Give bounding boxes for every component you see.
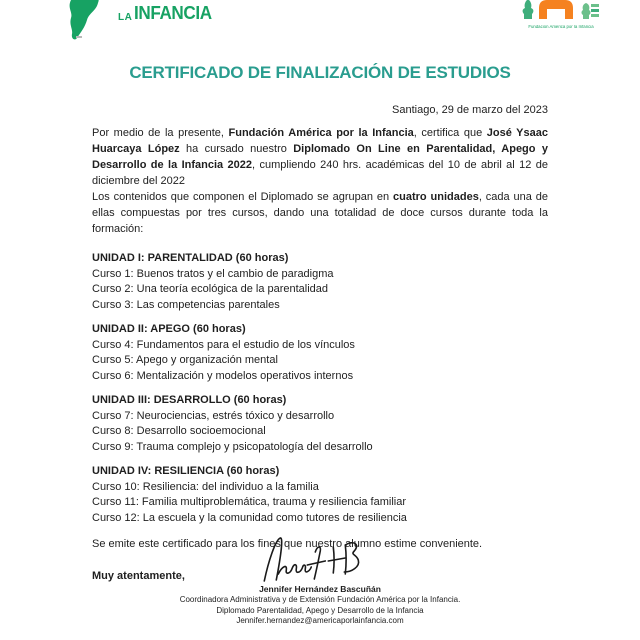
unit-heading: UNIDAD III: DESARROLLO (60 horas)	[92, 394, 287, 406]
foundation-logo-right	[516, 0, 604, 31]
course-line: Curso 9: Trauma complejo y psicopatología del desarrollo	[92, 440, 373, 453]
salutation-line: Muy atentamente,	[92, 570, 185, 582]
logo-word-la: LA	[118, 12, 133, 23]
foundation-logo-left	[56, 0, 256, 40]
unit-block-4	[92, 464, 548, 526]
unit-heading: UNIDAD I: PARENTALIDAD (60 horas)	[92, 252, 289, 264]
certificate-body	[92, 102, 548, 625]
course-line: Curso 7: Neurociencias, estrés tóxico y desarrollo	[92, 409, 335, 422]
unit-heading: UNIDAD IV: RESILIENCIA (60 horas)	[92, 465, 280, 477]
course-line: Curso 1: Buenos tratos y el cambio de paradigma	[92, 267, 334, 280]
course-line: Curso 5: Apego y organización mental	[92, 354, 278, 366]
course-line: Curso 4: Fundamentos para el estudio de los vínculos	[92, 338, 355, 351]
signer-email: Jennifer.hernandez@americaporlainfancia.com	[236, 616, 404, 625]
closing-line: Se emite este certificado para los fines que nuestro alumno estime conveniente.	[92, 538, 483, 550]
course-line: Curso 6: Mentalización y modelos operativos internos	[92, 369, 354, 382]
signer-role: Coordinadora Administrativa y de Extensión Fundación América por la Infancia.	[179, 595, 461, 604]
paragraph-certification: Por medio de la presente, Fundación América por la Infancia, certifica que José Ysaac Huarcaya López ha cursado nuestro Diplomado On Line en Parentalidad, Apego y Desarrollo de la Infancia 2022, cumpliendo 240 hrs. académicas del 10 de abril al 12 de diciembre del 2022	[92, 127, 548, 187]
foundation-logo-caption: Fundación América por la Infancia	[528, 25, 594, 30]
logo-word-infancia: INFANCIA	[134, 3, 212, 23]
course-line: Curso 12: La escuela y la comunidad como tutores de resiliencia	[92, 511, 407, 524]
signature-image	[257, 534, 369, 584]
foundation-mark-icon	[517, 0, 603, 19]
date-line: Santiago, 29 de marzo del 2023	[392, 104, 548, 116]
course-line: Curso 3: Las competencias parentales	[92, 298, 280, 311]
course-line: Curso 8: Desarrollo socioemocional	[92, 425, 266, 437]
paragraph-contents: Los contenidos que componen el Diplomado se agrupan en cuatro unidades, cada una de ellas compuestas por tres cursos, dando una totalidad de doce cursos durante toda la formación:	[92, 191, 548, 235]
unit-heading: UNIDAD II: APEGO (60 horas)	[92, 323, 246, 335]
signer-block	[92, 584, 548, 627]
units-list	[92, 251, 548, 526]
signer-program: Diplomado Parentalidad, Apego y Desarrollo de la Infancia	[216, 605, 424, 615]
course-line: Curso 2: Una teoría ecológica de la parentalidad	[92, 283, 329, 295]
unit-block-1	[92, 251, 548, 313]
course-line: Curso 11: Familia multiproblemática, trauma y resiliencia familiar	[92, 496, 407, 508]
page-title: CERTIFICADO DE FINALIZACIÓN DE ESTUDIOS	[129, 63, 511, 82]
unit-block-3	[92, 393, 548, 455]
course-line: Curso 10: Resiliencia: del individuo a la familia	[92, 480, 319, 493]
signer-name: Jennifer Hernández Bascuñán	[259, 584, 381, 594]
unit-block-2	[92, 322, 548, 384]
americas-silhouette-icon	[56, 0, 108, 40]
